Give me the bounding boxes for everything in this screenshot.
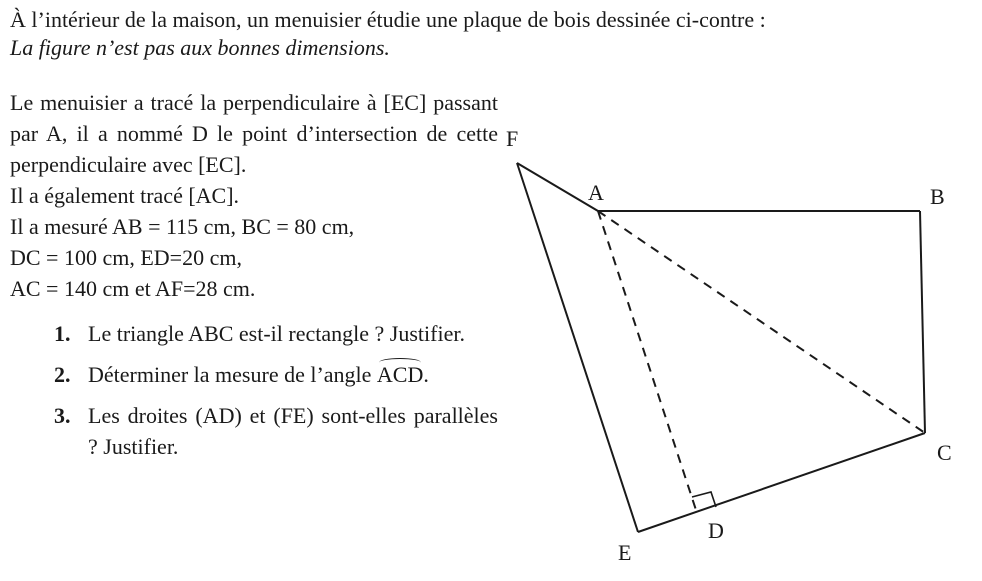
label-b: B	[930, 184, 945, 209]
segment-ac-dashed	[598, 211, 925, 433]
question-text-end: .	[423, 362, 429, 387]
measurement-line: DC = 100 cm, ED=20 cm,	[10, 245, 242, 270]
question-number: 1.	[54, 321, 71, 346]
segment-ce	[638, 433, 925, 532]
label-f: F	[506, 126, 519, 151]
label-d: D	[708, 518, 724, 543]
measurements	[10, 211, 498, 304]
angle-notation: ACD	[377, 359, 423, 390]
question-number: 2.	[54, 362, 71, 387]
question-list	[10, 318, 498, 462]
question-text: Déterminer la mesure de l’angle	[88, 362, 372, 387]
segment-ad-dashed	[598, 211, 696, 510]
right-angle-mark	[692, 492, 716, 507]
question-item	[10, 318, 498, 349]
measurement-line: AC = 140 cm et AF=28 cm.	[10, 276, 256, 301]
question-text: Le triangle ABC est-il rectangle ? Justifier.	[88, 321, 465, 346]
figure-note: La figure n’est pas aux bonnes dimensions.	[10, 35, 390, 60]
question-text: Les droites (AD) et (FE) sont-elles parallèles ? Justifier.	[88, 403, 498, 459]
question-item	[10, 359, 498, 390]
segment-fe	[517, 163, 638, 532]
segment-fa	[517, 163, 598, 211]
problem-text	[10, 87, 498, 472]
geometry-figure	[500, 120, 960, 570]
label-a: A	[588, 180, 604, 205]
label-e: E	[618, 540, 632, 565]
paragraph-ac: Il a également tracé [AC].	[10, 183, 240, 208]
paragraph-perpendicular: Le menuisier a tracé la perpendiculaire à [EC] passant par A, il a nommé D le point d’intersection de cette perpendiculaire avec [EC].	[10, 90, 498, 177]
intro	[10, 6, 766, 62]
measurement-line: Il a mesuré AB = 115 cm, BC = 80 cm,	[10, 214, 355, 239]
question-number: 3.	[54, 403, 71, 428]
question-item	[10, 400, 498, 462]
segment-bc	[920, 211, 925, 433]
intro-line: À l’intérieur de la maison, un menuisier étudie une plaque de bois dessinée ci-contre :	[10, 7, 766, 32]
label-c: C	[937, 440, 952, 465]
